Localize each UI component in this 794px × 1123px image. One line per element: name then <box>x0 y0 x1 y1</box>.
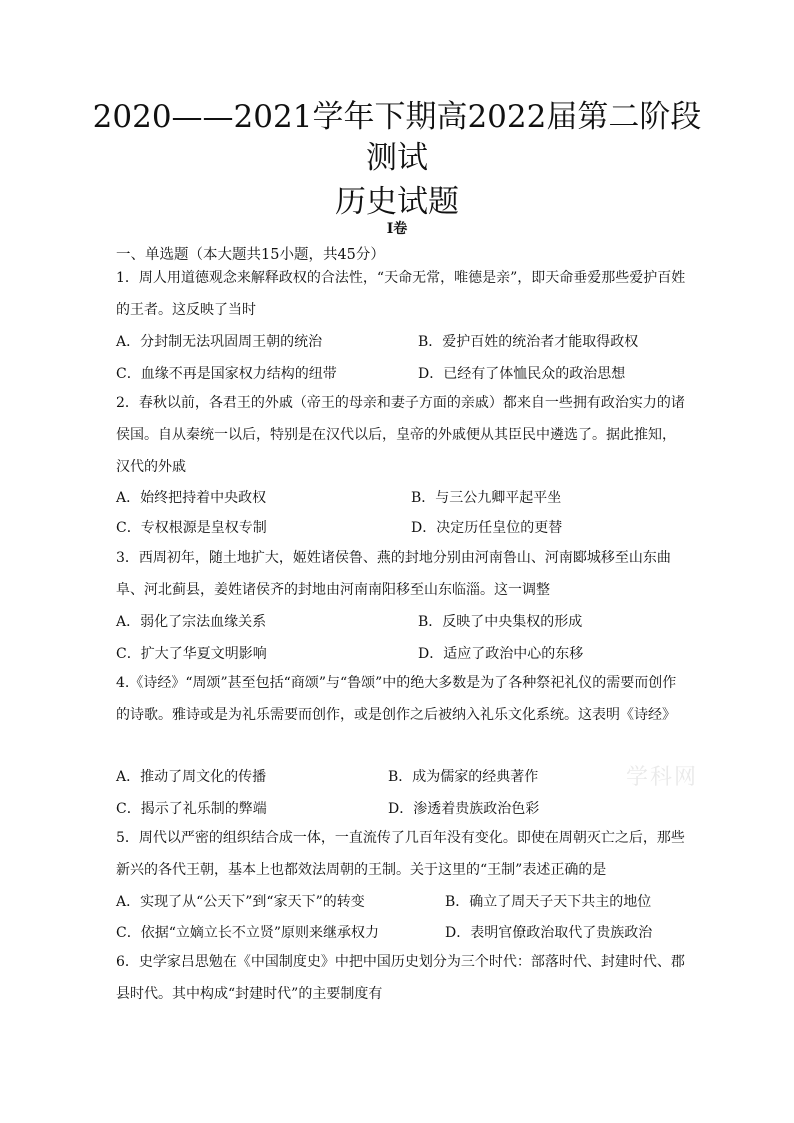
section-heading: 一、单选题（本大题共15小题，共45分） <box>116 247 385 263</box>
option-c: C．揭示了礼乐制的弊端 <box>116 801 267 817</box>
option-c: C．依据“立嫡立长不立贤”原则来继承权力 <box>116 925 380 941</box>
option-b: B．与三公九卿平起平坐 <box>411 490 562 506</box>
option-d: D．决定历任皇位的更替 <box>411 520 563 536</box>
options-row <box>116 358 696 390</box>
options-row <box>116 606 696 638</box>
options-row <box>116 886 696 918</box>
volume-label: Ⅰ卷 <box>386 221 408 237</box>
question-stem: 5．周代以严密的组织结合成一体，一直流传了几百年没有变化。即使在周朝灭亡之后，那些新兴的各代王朝，基本上也都效法周朝的王制。关于这里的“王制”表述正确的是 <box>116 830 685 878</box>
watermark: 学科网 <box>626 765 699 790</box>
options-row <box>116 326 696 358</box>
question-3 <box>116 542 686 606</box>
option-d: D．表明官僚政治取代了贵族政治 <box>445 925 653 941</box>
option-a: A．始终把持着中央政权 <box>116 490 267 506</box>
question-stem: 2．春秋以前，各君王的外戚（帝王的母亲和妻子方面的亲戚）都来自一些拥有政治实力的诸侯国。自从秦统一以后，特别是在汉代以后，皇帝的外戚便从其臣民中遴选了。据此推知，汉代的外戚 <box>116 395 685 475</box>
option-d: D．已经有了体恤民众的政治思想 <box>418 366 626 382</box>
question-2 <box>116 387 686 483</box>
question-stem: 4.《诗经》“周颂”甚至包括“商颂”与“鲁颂”中的绝大多数是为了各种祭祀礼仪的需要而创作的诗歌。雅诗或是为礼乐需要而创作，或是创作之后被纳入礼乐文化系统。这表明《诗经》 <box>116 675 677 723</box>
question-stem: 6．史学家吕思勉在《中国制度史》中把中国历史划分为三个时代：部落时代、封建时代、郡县时代。其中构成“封建时代”的主要制度有 <box>116 954 685 1002</box>
options-row <box>116 793 696 825</box>
question-4 <box>116 667 686 731</box>
options-row <box>116 638 696 670</box>
question-6 <box>116 946 686 1010</box>
option-b: B．反映了中央集权的形成 <box>418 614 583 630</box>
option-b: B．爱护百姓的统治者才能取得政权 <box>418 334 639 350</box>
option-d: D．渗透着贵族政治色彩 <box>388 801 540 817</box>
option-a: A．弱化了宗法血缘关系 <box>116 614 267 630</box>
options-row <box>116 482 696 514</box>
page-subtitle: 历史试题 <box>335 184 459 220</box>
page-title-line-1: 2020——2021学年下期高2022届第二阶段 <box>92 99 702 135</box>
options-row <box>116 917 696 949</box>
option-b: B．成为儒家的经典著作 <box>388 769 539 785</box>
options-row <box>116 761 699 793</box>
option-a: A．分封制无法巩固周王朝的统治 <box>116 334 323 350</box>
option-d: D．适应了政治中心的东移 <box>418 646 584 662</box>
options-row <box>116 512 696 544</box>
option-c: C．血缘不再是国家权力结构的纽带 <box>116 366 337 382</box>
option-a: A．实现了从“公天下”到“家天下”的转变 <box>116 894 365 910</box>
option-c: C．扩大了华夏文明影响 <box>116 646 267 662</box>
question-stem: 3．西周初年，随土地扩大，姬姓诸侯鲁、燕的封地分别由河南鲁山、河南郾城移至山东曲阜、河北蓟县，姜姓诸侯齐的封地由河南南阳移至山东临淄。这一调整 <box>116 550 671 598</box>
option-b: B．确立了周天子天下共主的地位 <box>445 894 652 910</box>
question-5 <box>116 822 686 886</box>
page-title-line-2: 测试 <box>366 140 428 176</box>
question-stem: 1．周人用道德观念来解释政权的合法性，“天命无常，唯德是亲”，即天命垂爱那些爱护百姓的王者。这反映了当时 <box>116 270 686 318</box>
option-a: A．推动了周文化的传播 <box>116 769 267 785</box>
option-c: C．专权根源是皇权专制 <box>116 520 267 536</box>
question-1 <box>116 262 686 326</box>
